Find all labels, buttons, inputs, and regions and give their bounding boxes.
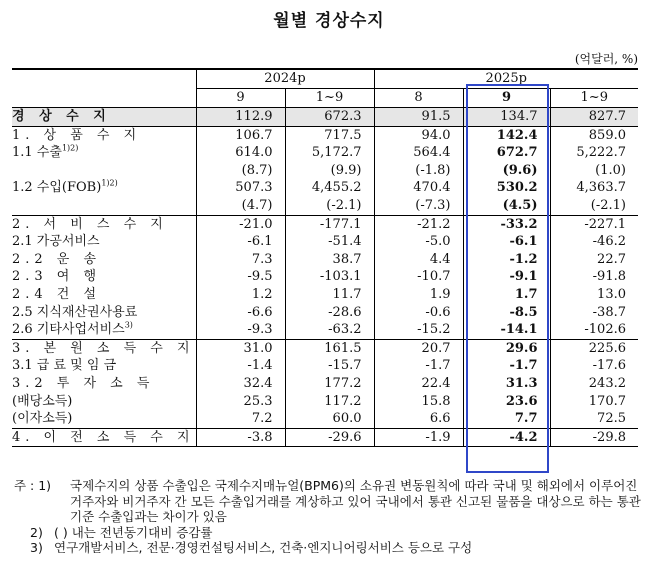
table-row: [12, 393, 638, 411]
table-cell: (-2.1): [550, 197, 638, 215]
table-row: [12, 251, 638, 269]
row-label: [12, 321, 196, 339]
row-label-text: 3.1 급 료 및 임 금: [12, 358, 117, 374]
table-cell: 507.3: [196, 179, 285, 197]
row-label-text: 3.2 투 자 소 득: [12, 375, 155, 391]
table-cell: -38.7: [550, 304, 638, 322]
table-cell: 32.4: [196, 375, 285, 393]
footnote-1-text: 국제수지의 상품 수출입은 국제수지매뉴얼(BPM6)의 소유권 변동원칙에 따라 국내 및 해외에서 이루어진 거주자와 비거주자 간 모든 수출입거래를 계상하고 있어 국내에서 통관 신고된 물품을 대상으로 하는 통관기준 수출입과는 차이가 있음: [70, 478, 641, 524]
row-label-text: 경 상 수 지: [12, 109, 111, 124]
table-cell: 91.5: [374, 108, 463, 127]
table-cell: 1.9: [374, 286, 463, 304]
table-cell: -1.9: [374, 428, 463, 447]
row-label-text: 4. 이 전 소 득 수 지: [12, 429, 195, 445]
table-cell: 4,455.2: [285, 179, 374, 197]
table-cell: 1.2: [196, 286, 285, 304]
row-label-text: 2.1 가공서비스: [12, 234, 100, 250]
table-cell: -51.4: [285, 233, 374, 251]
table-cell: 170.7: [550, 393, 638, 411]
table-cell: -91.8: [550, 268, 638, 286]
table-cell: -15.2: [374, 321, 463, 339]
table-cell: 23.6: [463, 393, 550, 411]
row-label-text: 2. 서 비 스 수 지: [12, 216, 168, 232]
table-cell: -227.1: [550, 215, 638, 233]
footnote-prefix: 주 : 1): [14, 478, 52, 493]
row-label-text: 2.4 건 설: [12, 286, 102, 302]
row-label-text: 2.2 운 송: [12, 251, 102, 267]
table-cell: 25.3: [196, 393, 285, 411]
table-cell: 614.0: [196, 144, 285, 162]
table-row: [12, 339, 638, 357]
table-row: [12, 286, 638, 304]
table-cell: 7.3: [196, 251, 285, 269]
table-cell: -9.1: [463, 268, 550, 286]
footnotes: [14, 478, 648, 556]
table-cell: -1.2: [463, 251, 550, 269]
table-cell: 5,222.7: [550, 144, 638, 162]
row-label-text: (이자소득): [12, 411, 73, 427]
row-label-text: 2.5 지식재산권사용료: [12, 304, 138, 320]
table-cell: -33.2: [463, 215, 550, 233]
footnote-2: [14, 525, 648, 541]
table-cell: -5.0: [374, 233, 463, 251]
table-cell: (-1.8): [374, 162, 463, 180]
table-cell: (1.0): [550, 162, 638, 180]
table-cell: -102.6: [550, 321, 638, 339]
table-row: [12, 179, 638, 197]
table-cell: -21.0: [196, 215, 285, 233]
footnote-2-text: ( ) 내는 전년동기대비 증감률: [54, 524, 213, 540]
footnote-marker: 1)2): [61, 144, 79, 153]
table-cell: 859.0: [550, 126, 638, 144]
footnote-3-text: 연구개발서비스, 전문·경영컨설팅서비스, 건축·엔지니어링서비스 등으로 구성: [54, 540, 473, 555]
table-cell: 106.7: [196, 126, 285, 144]
table-cell: -15.7: [285, 357, 374, 375]
table-cell: (-2.1): [285, 197, 374, 215]
table-row: [12, 197, 638, 215]
table-cell: -3.8: [196, 428, 285, 447]
table-cell: -4.2: [463, 428, 550, 447]
row-label: [12, 144, 196, 162]
row-label: [12, 162, 196, 180]
table-cell: 22.4: [374, 375, 463, 393]
table-cell: -21.2: [374, 215, 463, 233]
table-cell: -103.1: [285, 268, 374, 286]
table-row: [12, 304, 638, 322]
table-cell: -17.6: [550, 357, 638, 375]
table-cell: 117.2: [285, 393, 374, 411]
table-cell: 134.7: [463, 108, 550, 127]
table-cell: 7.2: [196, 410, 285, 428]
table-cell: -8.5: [463, 304, 550, 322]
table-cell: 717.5: [285, 126, 374, 144]
table-cell: 22.7: [550, 251, 638, 269]
table-cell: 177.2: [285, 375, 374, 393]
header-row-years: [12, 69, 638, 89]
table-row: [12, 357, 638, 375]
table-cell: 20.7: [374, 339, 463, 357]
table-cell: 672.3: [285, 108, 374, 127]
row-label-text: 1.2 수입(FOB): [12, 180, 102, 196]
table-cell: (9.6): [463, 162, 550, 180]
table-cell: 530.2: [463, 179, 550, 197]
table-cell: (4.7): [196, 197, 285, 215]
year-2024: 2024p: [196, 69, 374, 89]
table-cell: 161.5: [285, 339, 374, 357]
row-label-text: (배당소득): [12, 393, 73, 409]
footnote-3-key: 3): [30, 540, 43, 555]
table-cell: 60.0: [285, 410, 374, 428]
table-cell: (-7.3): [374, 197, 463, 215]
table-cell: 31.3: [463, 375, 550, 393]
table-cell: 1.7: [463, 286, 550, 304]
row-label: [12, 393, 196, 411]
table-cell: -28.6: [285, 304, 374, 322]
col-2025-9: 9: [463, 89, 550, 108]
table-row: [12, 144, 638, 162]
table-row: [12, 162, 638, 180]
table-cell: 243.2: [550, 375, 638, 393]
table-cell: 72.5: [550, 410, 638, 428]
table-row: [12, 410, 638, 428]
year-2025: 2025p: [374, 69, 638, 89]
table-row: [12, 233, 638, 251]
row-label: [12, 233, 196, 251]
table-row: [12, 428, 638, 447]
table-row: [12, 126, 638, 144]
table-cell: 11.7: [285, 286, 374, 304]
row-label: [12, 357, 196, 375]
table-cell: -6.1: [463, 233, 550, 251]
table-cell: 5,172.7: [285, 144, 374, 162]
table-cell: -9.5: [196, 268, 285, 286]
table-cell: 13.0: [550, 286, 638, 304]
table-cell: -46.2: [550, 233, 638, 251]
row-label: [12, 304, 196, 322]
table-cell: 112.9: [196, 108, 285, 127]
table-cell: 564.4: [374, 144, 463, 162]
footnote-2-key: 2): [30, 524, 43, 540]
table-cell: -177.1: [285, 215, 374, 233]
row-label: [12, 197, 196, 215]
col-2025-8: 8: [374, 89, 463, 108]
table-row: [12, 375, 638, 393]
table-cell: (9.9): [285, 162, 374, 180]
row-label: [12, 126, 196, 144]
table-cell: -29.8: [550, 428, 638, 447]
table-cell: -14.1: [463, 321, 550, 339]
table-row: [12, 108, 638, 127]
table-cell: 827.7: [550, 108, 638, 127]
row-label: [12, 268, 196, 286]
row-label-text: 2.3 여 행: [12, 269, 102, 285]
table-cell: 7.7: [463, 410, 550, 428]
row-label-text: 1.1 수출: [12, 145, 62, 161]
row-label: [12, 428, 196, 447]
row-label: [12, 108, 196, 127]
table-cell: 672.7: [463, 144, 550, 162]
table-row: [12, 268, 638, 286]
row-label: [12, 179, 196, 197]
row-label: [12, 375, 196, 393]
unit-label: (억달러, %): [574, 52, 638, 66]
row-label: [12, 339, 196, 357]
table-cell: -0.6: [374, 304, 463, 322]
table-cell: 470.4: [374, 179, 463, 197]
table-cell: -6.1: [196, 233, 285, 251]
table-cell: -1.7: [374, 357, 463, 375]
table-cell: -1.4: [196, 357, 285, 375]
table-cell: 38.7: [285, 251, 374, 269]
table-cell: 4.4: [374, 251, 463, 269]
row-label-text: 3. 본 원 소 득 수 지: [12, 340, 195, 356]
table-cell: 6.6: [374, 410, 463, 428]
row-label: [12, 286, 196, 304]
footnote-3: [14, 540, 648, 556]
table-row: [12, 215, 638, 233]
header-row-months: [12, 89, 638, 108]
table-cell: 142.4: [463, 126, 550, 144]
table-cell: 15.8: [374, 393, 463, 411]
col-2024-1-9: 1~9: [285, 89, 374, 108]
row-label: [12, 410, 196, 428]
footnote-marker: 3): [124, 321, 133, 330]
col-2025-1-9: 1~9: [550, 89, 638, 108]
table-cell: 29.6: [463, 339, 550, 357]
table-cell: -63.2: [285, 321, 374, 339]
row-label: [12, 251, 196, 269]
row-label: [12, 215, 196, 233]
table-cell: 31.0: [196, 339, 285, 357]
table-cell: -10.7: [374, 268, 463, 286]
table-cell: -6.6: [196, 304, 285, 322]
row-label-text: 2.6 기타사업서비스: [12, 322, 125, 338]
footnote-1: [14, 478, 648, 525]
footnote-marker: 1)2): [101, 179, 118, 189]
table-cell: -29.6: [285, 428, 374, 447]
current-account-table: [12, 68, 638, 447]
table-cell: -9.3: [196, 321, 285, 339]
table-cell: 4,363.7: [550, 179, 638, 197]
table-cell: -1.7: [463, 357, 550, 375]
page-title: 월별 경상수지: [273, 11, 385, 31]
table-cell: 94.0: [374, 126, 463, 144]
table-cell: (4.5): [463, 197, 550, 215]
table-row: [12, 321, 638, 339]
col-2024-9: 9: [196, 89, 285, 108]
row-label-text: 1. 상 품 수 지: [12, 127, 142, 143]
table-cell: (8.7): [196, 162, 285, 180]
table-cell: 225.6: [550, 339, 638, 357]
